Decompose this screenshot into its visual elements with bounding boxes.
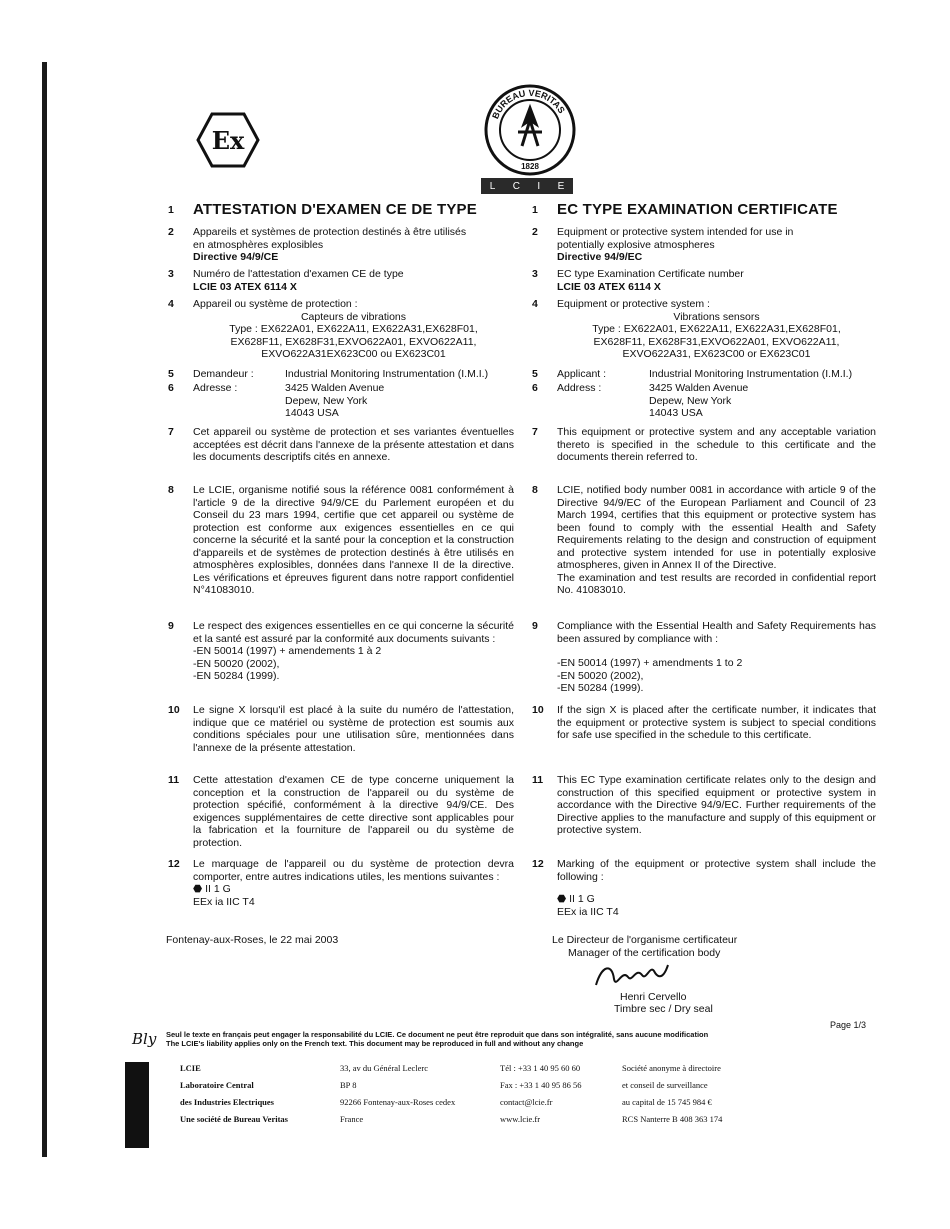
right-item-8: 8 LCIE, notified body number 0081 in accordance with article 9 of the Directive 94/9/EC of the European Parliament and Council of 23 March 1994, certifies that this equipment or protective system has been found to comply with the essential Health and Safety Requirements relating to the design and construction of equipment and protective system intended for use in potentially explosive atmospheres, given in Annex II of the Directive. The examination and test results are recorded in confidential report No. 41083010. bbox=[532, 484, 876, 596]
right-item-4: 4 Equipment or protective system : Vibrations sensors Type : EX622A01, EX622A11, EX622A31,EX628F01, EX628F11, EX628F31,EXVO622A01, EXVO622A11, EXVO622A31, EX623C00 or EX623C01 bbox=[532, 298, 841, 360]
signature-title-en: Manager of the certification body bbox=[568, 946, 721, 959]
lcie-letter: C bbox=[512, 180, 520, 192]
left-item-10: 10 Le signe X lorsqu'il est placé à la suite du numéro de l'attestation, indique que ce matériel ou système de protection est soumis aux conditions spéciales pour une utilisation sûre, mentionnées dans l'annexe de la présente attestation. bbox=[168, 704, 514, 754]
signature-block bbox=[552, 934, 896, 1016]
signature-title-fr: Le Directeur de l'organisme certificateur bbox=[552, 934, 738, 946]
left-item-8: 8 Le LCIE, organisme notifié sous la référence 0081 conformément à l'article 9 de la directive 94/9/CE du Parlement européen et du Conseil du 23 mars 1994, certifie que cet appareil ou système de protection est conforme aux exigences essentielles en ce qui concerne la sécurité et la santé pour la conception et la construction d'appareils et de systèmes de protection destinés à être utilisés en atmosphères explosibles, données dans l'annexe II de la directive. Les vérifications et épreuves figurent dans notre rapport confidentiel N°41083010. bbox=[168, 484, 514, 596]
footer-address: 33, av du Général Leclerc BP 8 92266 Fontenay-aux-Roses cedex France bbox=[340, 1063, 456, 1124]
left-item-1: 1 ATTESTATION D'EXAMEN CE DE TYPE bbox=[168, 204, 514, 217]
right-item-3: 3 EC type Examination Certificate number LCIE 03 ATEX 6114 X bbox=[532, 268, 744, 293]
right-item-11: 11 This EC Type examination certificate relates only to the design and construction of this specified equipment or protective system in accordance with the Directive 94/9/EC. Further requirements of the Directive applies to the manufacture and supply of this equipment or protective system. bbox=[532, 774, 876, 836]
left-item-5: 5 Demandeur : Industrial Monitoring Instrumentation (I.M.I.) bbox=[168, 368, 489, 380]
ex-hexagon-logo bbox=[196, 112, 260, 168]
left-item-4: 4 Appareil ou système de protection : Capteurs de vibrations Type : EX622A01, EX622A11, EX622A31,EX628F01, EX628F11, EX628F31,EXVO622A01, EXVO622A11, EXVO622A31EX623C00 ou EX623C01 bbox=[168, 298, 478, 360]
bureau-veritas-seal-icon bbox=[484, 84, 576, 176]
handwritten-initials: Bly bbox=[132, 1030, 157, 1048]
ex-logo-text: Ex bbox=[211, 126, 245, 155]
right-item-12: 12 Marking of the equipment or protective system shall include the following : ⬣ II 1 G EEx ia IIC T4 bbox=[532, 858, 876, 918]
dry-seal-label: Timbre sec / Dry seal bbox=[614, 1003, 713, 1015]
left-item-2: 2 Appareils et systèmes de protection destinés à être utilisés en atmosphères explosibles Directive 94/9/CE bbox=[168, 226, 467, 263]
scan-black-block bbox=[125, 1062, 149, 1148]
right-item-1: 1 EC TYPE EXAMINATION CERTIFICATE bbox=[532, 204, 876, 217]
scan-edge-bar bbox=[42, 62, 47, 1157]
footer-contact: Tél : +33 1 40 95 60 60 Fax : +33 1 40 95 86 56 contact@lcie.fr www.lcie.fr bbox=[500, 1063, 582, 1124]
right-title: EC TYPE EXAMINATION CERTIFICATE bbox=[557, 201, 838, 218]
left-item-11: 11 Cette attestation d'examen CE de type concerne uniquement la conception et la construction de l'appareil ou du système de protection spécifié, conformément à la directive 94/9/CE. Des exigences supplémentaires de cette directive sont applicables pour la fabrication et la fourniture de l'appareil ou du système de protection. bbox=[168, 774, 514, 849]
legal-footnote: Seul le texte en français peut engager la responsabilité du LCIE. Ce document ne peut être reproduit que dans son intégralité, sans aucune modification The LCIE's liability applies only on the French text. This document may be reproduced in full and without any change bbox=[166, 1030, 709, 1048]
right-item-9: 9 Compliance with the Essential Health and Safety Requirements has been assured by compliance with : -EN 50014 (1997) + amendments 1 to 2 -EN 50020 (2002), -EN 50284 (1999). bbox=[532, 620, 876, 694]
signatory-name: Henri Cervello bbox=[620, 990, 687, 1003]
right-item-5: 5 Applicant : Industrial Monitoring Instrumentation (I.M.I.) bbox=[532, 368, 853, 380]
footer-company: LCIE Laboratoire Central des Industries Electriques Une société de Bureau Veritas bbox=[180, 1063, 288, 1124]
left-place-date: Fontenay-aux-Roses, le 22 mai 2003 bbox=[166, 934, 339, 946]
right-item-7: 7 This equipment or protective system and any acceptable variation thereto is specified in the schedule to this certificate and the documents therein referred to. bbox=[532, 426, 876, 463]
left-item-9: 9 Le respect des exigences essentielles en ce qui concerne la sécurité et la santé est assuré par la conformité aux documents suivants : -EN 50014 (1997) + amendements 1 à 2 -EN 50020 (2002), -EN 50284 (1999). bbox=[168, 620, 514, 682]
left-item-7: 7 Cet appareil ou système de protection et ses variantes éventuelles acceptées est décrit dans l'annexe de la présente attestation et dans les documents descriptifs cités en annexe. bbox=[168, 426, 514, 463]
right-item-2: 2 Equipment or protective system intended for use in potentially explosive atmospheres Directive 94/9/EC bbox=[532, 226, 794, 263]
ex-marking-icon: ⬣ bbox=[193, 883, 203, 895]
page-number: Page 1/3 bbox=[830, 1020, 867, 1030]
left-item-6: 6 Adresse : 3425 Walden Avenue Depew, New York 14043 USA bbox=[168, 382, 385, 419]
footer-legal: Société anonyme à directoire et conseil de surveillance au capital de 15 745 984 € RCS Nanterre B 408 363 174 bbox=[622, 1063, 723, 1124]
left-title: ATTESTATION D'EXAMEN CE DE TYPE bbox=[193, 201, 477, 218]
right-item-10: 10 If the sign X is placed after the certificate number, it indicates that the equipment or protective system is subject to special conditions for safe use specified in the schedule to this certificate. bbox=[532, 704, 876, 741]
right-item-6: 6 Address : 3425 Walden Avenue Depew, New York 14043 USA bbox=[532, 382, 749, 419]
left-item-3: 3 Numéro de l'attestation d'examen CE de type LCIE 03 ATEX 6114 X bbox=[168, 268, 404, 293]
lcie-letter: E bbox=[557, 180, 565, 192]
bv-seal-text: BUREAU VERITAS bbox=[490, 87, 567, 121]
bv-seal-year: 1828 bbox=[521, 162, 539, 171]
lcie-letter: I bbox=[537, 180, 541, 192]
left-item-12: 12 Le marquage de l'appareil ou du système de protection devra comporter, entre autres indications utiles, les mentions suivantes : ⬣ II 1 G EEx ia IIC T4 bbox=[168, 858, 514, 908]
lcie-letter: L bbox=[489, 180, 496, 192]
ex-marking-icon: ⬣ bbox=[557, 893, 567, 905]
handwritten-signature-icon bbox=[592, 959, 672, 993]
lcie-band bbox=[481, 178, 573, 194]
